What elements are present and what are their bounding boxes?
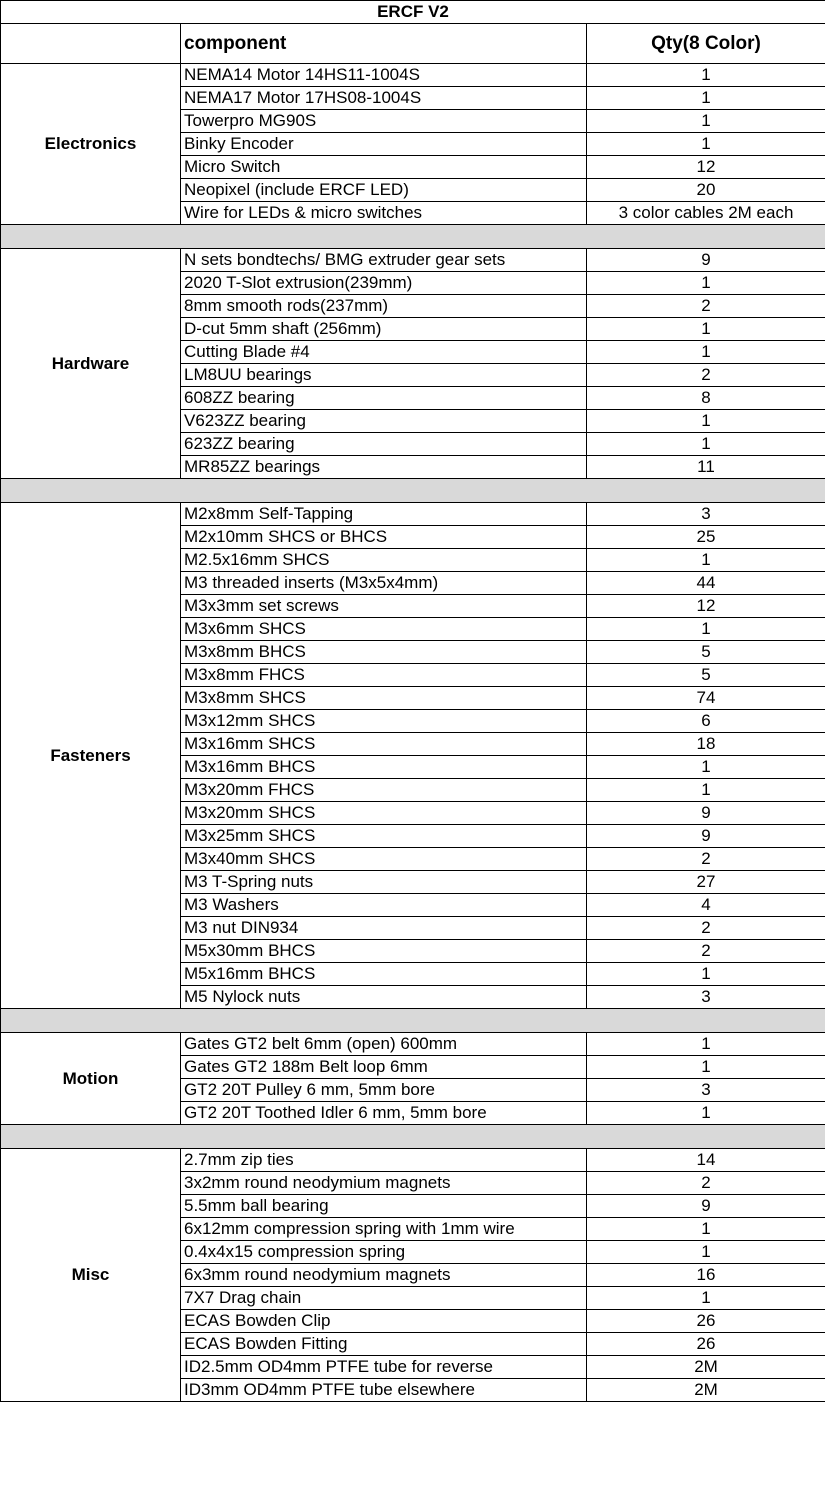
component-cell: M3x20mm SHCS bbox=[181, 802, 587, 825]
component-cell: M2x8mm Self-Tapping bbox=[181, 503, 587, 526]
component-cell: M2x10mm SHCS or BHCS bbox=[181, 526, 587, 549]
component-cell: M3x8mm BHCS bbox=[181, 641, 587, 664]
quantity-cell: 2 bbox=[587, 364, 825, 387]
category-label: Fasteners bbox=[1, 503, 181, 1009]
quantity-cell: 9 bbox=[587, 249, 825, 272]
quantity-cell: 1 bbox=[587, 272, 825, 295]
component-cell: ECAS Bowden Clip bbox=[181, 1310, 587, 1333]
quantity-cell: 1 bbox=[587, 756, 825, 779]
category-label: Motion bbox=[1, 1033, 181, 1125]
quantity-cell: 3 bbox=[587, 1079, 825, 1102]
separator-cell bbox=[1, 1125, 825, 1149]
quantity-cell: 25 bbox=[587, 526, 825, 549]
bom-table-body bbox=[1, 1, 825, 1402]
quantity-cell: 74 bbox=[587, 687, 825, 710]
table-row bbox=[1, 1149, 825, 1172]
component-cell: M3x8mm FHCS bbox=[181, 664, 587, 687]
quantity-cell: 11 bbox=[587, 456, 825, 479]
component-cell: M3x12mm SHCS bbox=[181, 710, 587, 733]
quantity-cell: 12 bbox=[587, 595, 825, 618]
header-category bbox=[1, 24, 181, 64]
category-label: Electronics bbox=[1, 64, 181, 225]
quantity-cell: 5 bbox=[587, 641, 825, 664]
quantity-cell: 1 bbox=[587, 110, 825, 133]
quantity-cell: 1 bbox=[587, 1102, 825, 1125]
quantity-cell: 1 bbox=[587, 133, 825, 156]
quantity-cell: 12 bbox=[587, 156, 825, 179]
component-cell: NEMA17 Motor 17HS08-1004S bbox=[181, 87, 587, 110]
quantity-cell: 1 bbox=[587, 549, 825, 572]
quantity-cell: 2M bbox=[587, 1356, 825, 1379]
quantity-cell: 4 bbox=[587, 894, 825, 917]
component-cell: ID2.5mm OD4mm PTFE tube for reverse bbox=[181, 1356, 587, 1379]
quantity-cell: 1 bbox=[587, 318, 825, 341]
category-label: Misc bbox=[1, 1149, 181, 1402]
quantity-cell: 5 bbox=[587, 664, 825, 687]
component-cell: M5x16mm BHCS bbox=[181, 963, 587, 986]
quantity-cell: 14 bbox=[587, 1149, 825, 1172]
quantity-cell: 1 bbox=[587, 618, 825, 641]
table-row bbox=[1, 64, 825, 87]
component-cell: GT2 20T Toothed Idler 6 mm, 5mm bore bbox=[181, 1102, 587, 1125]
separator-cell bbox=[1, 479, 825, 503]
component-cell: 7X7 Drag chain bbox=[181, 1287, 587, 1310]
component-cell: M3x25mm SHCS bbox=[181, 825, 587, 848]
quantity-cell: 1 bbox=[587, 1218, 825, 1241]
component-cell: M2.5x16mm SHCS bbox=[181, 549, 587, 572]
component-cell: M3x16mm BHCS bbox=[181, 756, 587, 779]
separator-cell bbox=[1, 1009, 825, 1033]
title-row bbox=[1, 1, 825, 24]
quantity-cell: 16 bbox=[587, 1264, 825, 1287]
component-cell: M5x30mm BHCS bbox=[181, 940, 587, 963]
component-cell: N sets bondtechs/ BMG extruder gear sets bbox=[181, 249, 587, 272]
component-cell: V623ZZ bearing bbox=[181, 410, 587, 433]
table-row bbox=[1, 503, 825, 526]
quantity-cell: 1 bbox=[587, 341, 825, 364]
component-cell: M3x6mm SHCS bbox=[181, 618, 587, 641]
quantity-cell: 18 bbox=[587, 733, 825, 756]
header-component: component bbox=[181, 24, 587, 64]
quantity-cell: 26 bbox=[587, 1333, 825, 1356]
header-row bbox=[1, 24, 825, 64]
component-cell: 8mm smooth rods(237mm) bbox=[181, 295, 587, 318]
component-cell: ECAS Bowden Fitting bbox=[181, 1333, 587, 1356]
quantity-cell: 1 bbox=[587, 963, 825, 986]
component-cell: MR85ZZ bearings bbox=[181, 456, 587, 479]
quantity-cell: 6 bbox=[587, 710, 825, 733]
quantity-cell: 1 bbox=[587, 779, 825, 802]
component-cell: Gates GT2 belt 6mm (open) 600mm bbox=[181, 1033, 587, 1056]
component-cell: NEMA14 Motor 14HS11-1004S bbox=[181, 64, 587, 87]
component-cell: Micro Switch bbox=[181, 156, 587, 179]
component-cell: D-cut 5mm shaft (256mm) bbox=[181, 318, 587, 341]
separator-cell bbox=[1, 225, 825, 249]
component-cell: 623ZZ bearing bbox=[181, 433, 587, 456]
section-separator bbox=[1, 1125, 825, 1149]
table-row bbox=[1, 249, 825, 272]
component-cell: M3 T-Spring nuts bbox=[181, 871, 587, 894]
component-cell: 5.5mm ball bearing bbox=[181, 1195, 587, 1218]
component-cell: Towerpro MG90S bbox=[181, 110, 587, 133]
component-cell: M3 Washers bbox=[181, 894, 587, 917]
component-cell: 0.4x4x15 compression spring bbox=[181, 1241, 587, 1264]
component-cell: 608ZZ bearing bbox=[181, 387, 587, 410]
component-cell: M3x3mm set screws bbox=[181, 595, 587, 618]
quantity-cell: 1 bbox=[587, 1056, 825, 1079]
quantity-cell: 27 bbox=[587, 871, 825, 894]
component-cell: 6x12mm compression spring with 1mm wire bbox=[181, 1218, 587, 1241]
quantity-cell: 9 bbox=[587, 802, 825, 825]
component-cell: Cutting Blade #4 bbox=[181, 341, 587, 364]
table-row bbox=[1, 1033, 825, 1056]
component-cell: 6x3mm round neodymium magnets bbox=[181, 1264, 587, 1287]
component-cell: Wire for LEDs & micro switches bbox=[181, 202, 587, 225]
quantity-cell: 2M bbox=[587, 1379, 825, 1402]
component-cell: 2.7mm zip ties bbox=[181, 1149, 587, 1172]
component-cell: M3x40mm SHCS bbox=[181, 848, 587, 871]
quantity-cell: 26 bbox=[587, 1310, 825, 1333]
quantity-cell: 8 bbox=[587, 387, 825, 410]
component-cell: LM8UU bearings bbox=[181, 364, 587, 387]
quantity-cell: 2 bbox=[587, 1172, 825, 1195]
document-title: ERCF V2 bbox=[1, 1, 825, 24]
component-cell: Binky Encoder bbox=[181, 133, 587, 156]
quantity-cell: 1 bbox=[587, 1033, 825, 1056]
component-cell: Gates GT2 188m Belt loop 6mm bbox=[181, 1056, 587, 1079]
quantity-cell: 20 bbox=[587, 179, 825, 202]
quantity-cell: 2 bbox=[587, 295, 825, 318]
component-cell: Neopixel (include ERCF LED) bbox=[181, 179, 587, 202]
component-cell: M3x20mm FHCS bbox=[181, 779, 587, 802]
quantity-cell: 1 bbox=[587, 410, 825, 433]
quantity-cell: 3 bbox=[587, 986, 825, 1009]
quantity-cell: 1 bbox=[587, 1287, 825, 1310]
quantity-cell: 9 bbox=[587, 825, 825, 848]
quantity-cell: 2 bbox=[587, 848, 825, 871]
quantity-cell: 1 bbox=[587, 87, 825, 110]
section-separator bbox=[1, 479, 825, 503]
component-cell: GT2 20T Pulley 6 mm, 5mm bore bbox=[181, 1079, 587, 1102]
component-cell: 3x2mm round neodymium magnets bbox=[181, 1172, 587, 1195]
quantity-cell: 9 bbox=[587, 1195, 825, 1218]
quantity-cell: 1 bbox=[587, 64, 825, 87]
component-cell: ID3mm OD4mm PTFE tube elsewhere bbox=[181, 1379, 587, 1402]
quantity-cell: 3 bbox=[587, 503, 825, 526]
component-cell: M3 nut DIN934 bbox=[181, 917, 587, 940]
quantity-cell: 1 bbox=[587, 1241, 825, 1264]
component-cell: M3x8mm SHCS bbox=[181, 687, 587, 710]
category-label: Hardware bbox=[1, 249, 181, 479]
component-cell: M3x16mm SHCS bbox=[181, 733, 587, 756]
component-cell: M5 Nylock nuts bbox=[181, 986, 587, 1009]
quantity-cell: 2 bbox=[587, 940, 825, 963]
section-separator bbox=[1, 225, 825, 249]
component-cell: M3 threaded inserts (M3x5x4mm) bbox=[181, 572, 587, 595]
header-qty: Qty(8 Color) bbox=[587, 24, 825, 64]
quantity-cell: 3 color cables 2M each bbox=[587, 202, 825, 225]
quantity-cell: 1 bbox=[587, 433, 825, 456]
quantity-cell: 44 bbox=[587, 572, 825, 595]
quantity-cell: 2 bbox=[587, 917, 825, 940]
component-cell: 2020 T-Slot extrusion(239mm) bbox=[181, 272, 587, 295]
section-separator bbox=[1, 1009, 825, 1033]
